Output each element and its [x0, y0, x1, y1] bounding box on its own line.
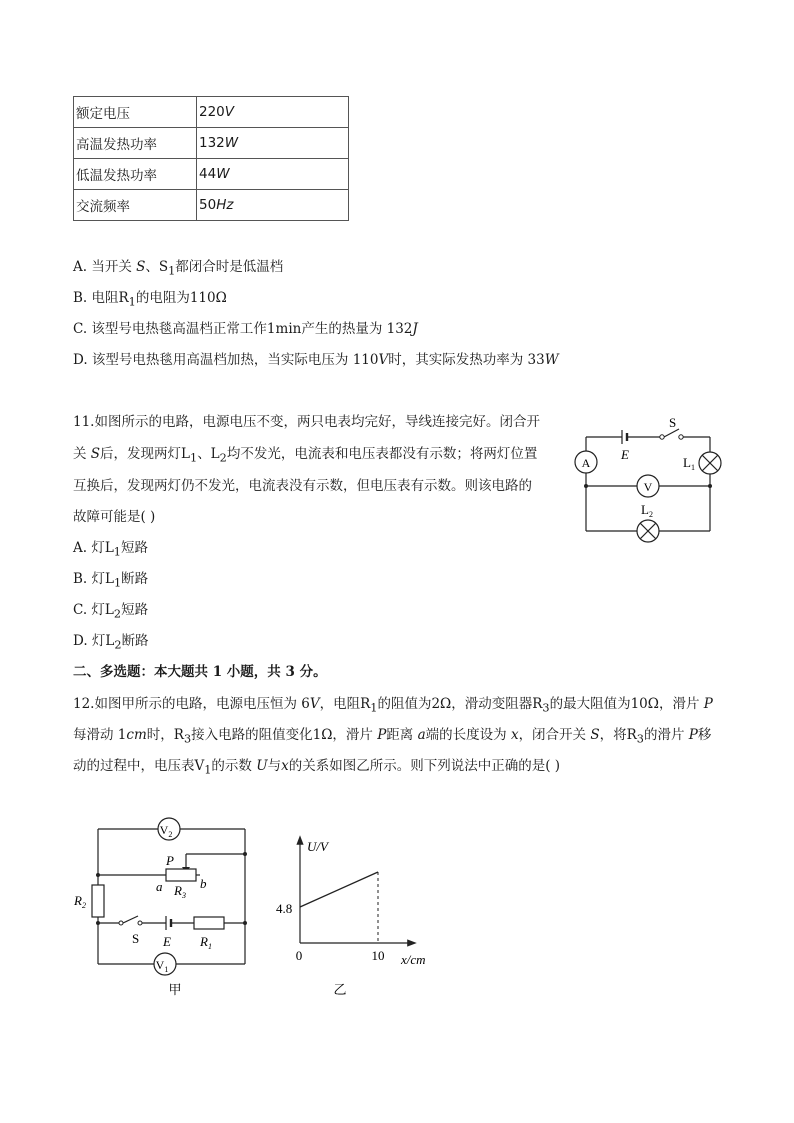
q12-line-1: 12.如图甲所示的电路，电源电压恒为 6V，电阻$R_1$的阻值为2Ω，滑动变阻器$R_3$的最大阻值为10Ω，滑片 P: [73, 696, 713, 715]
table-cell-value: 220V: [197, 97, 349, 128]
table-row: [74, 128, 349, 159]
resistor-r1-label: $R_1$: [200, 934, 212, 951]
switch-contact: [660, 435, 664, 439]
switch-label: S: [669, 415, 677, 430]
x-axis-label: x/cm: [401, 952, 426, 967]
q12-graph-yi: [270, 830, 450, 1000]
junction-dot: [708, 484, 712, 488]
voltmeter-v1-label: $V_1$: [155, 958, 169, 974]
q10-option-a: A. 当开关 S、$S_1$都闭合时是低温档: [73, 259, 284, 278]
y-axis-label: U/V: [307, 839, 328, 854]
switch-contact: [679, 435, 683, 439]
q11-option-a: A. 灯$L_1$短路: [73, 540, 148, 559]
table-cell-value: 132W: [197, 128, 349, 159]
spec-table: [73, 96, 349, 221]
q11-line-4: 故障可能是( ): [73, 509, 156, 525]
figure-caption-yi: 乙: [333, 982, 347, 997]
switch-lever: [664, 429, 679, 437]
x-tick-label-0: 0: [295, 948, 303, 963]
q11-option-c: C. 灯$L_2$短路: [73, 602, 149, 621]
q12-circuit-diagram-jia: [70, 815, 280, 1000]
y-tick-label: 4.8: [276, 901, 293, 916]
q12-line-2: 每滑动 1cm时，$R_3$接入电路的阻值变化1Ω，滑片 P距离 a端的长度设为 x，闭合开关 S，将$R_3$的滑片 P移: [73, 727, 712, 746]
q10-option-b: B. 电阻$R_1$的电阻为110Ω: [73, 290, 227, 309]
q11-line-2: 关 S后，发现两灯$L_1$、$L_2$均不发光，电流表和电压表都没有示数；将两灯位置: [73, 446, 538, 465]
q11-option-d: D. 灯$L_2$断路: [73, 633, 149, 652]
battery-label: E: [163, 934, 171, 949]
q10-option-c: C. 该型号电热毯高温档正常工作1min产生的热量为 132J: [73, 321, 418, 337]
q12-line-3: 动的过程中，电压表$V_1$的示数 U与x的关系如图乙所示。则下列说法中正确的是( ): [73, 758, 561, 777]
table-row: [74, 190, 349, 221]
junction-dot: [96, 921, 100, 925]
data-line-u-x: [300, 872, 378, 907]
table-cell-value: 44W: [197, 159, 349, 190]
table-cell-value: 50Hz: [197, 190, 349, 221]
voltmeter-v2-label: $V_2$: [159, 823, 173, 839]
q11-line-1: 11.如图所示的电路，电源电压不变，两只电表均完好，导线连接完好。闭合开: [73, 414, 540, 430]
battery-label: E: [621, 447, 629, 462]
switch-contact: [119, 921, 123, 925]
x-tick-label-10: 10: [371, 948, 385, 963]
table-cell-label: 低温发热功率: [74, 159, 197, 190]
q11-option-b: B. 灯$L_1$断路: [73, 571, 149, 590]
resistor-r2-label: $R_2$: [74, 893, 86, 910]
junction-dot: [243, 852, 247, 856]
table-cell-label: 交流频率: [74, 190, 197, 221]
table-cell-label: 额定电压: [74, 97, 197, 128]
slider-label: P: [166, 853, 174, 868]
lamp-l2-label: $L_2$: [641, 502, 653, 519]
ammeter-label: A: [581, 456, 591, 470]
end-a-label: a: [156, 879, 163, 894]
junction-dot: [243, 921, 247, 925]
switch-label: S: [132, 931, 140, 946]
table-cell-label: 高温发热功率: [74, 128, 197, 159]
voltmeter-label: V: [643, 480, 653, 494]
table-row: [74, 97, 349, 128]
q11-line-3: 互换后，发现两灯仍不发光，电流表没有示数，但电压表有示数。则该电路的: [73, 478, 532, 494]
junction-dot: [584, 484, 588, 488]
resistor-r3-label: $R_3$: [174, 883, 186, 900]
switch-contact: [138, 921, 142, 925]
junction-dot: [96, 873, 100, 877]
table-row: [74, 159, 349, 190]
section-heading: 二、多选题：本大题共 1 小题，共 3 分。: [73, 664, 327, 680]
q11-circuit-diagram: [570, 410, 730, 550]
lamp-l1-label: $L_1$: [683, 455, 695, 472]
resistor-r2: [92, 885, 104, 917]
resistor-r3: [166, 869, 196, 881]
q10-option-d: D. 该型号电热毯用高温档加热，当实际电压为 110V时，其实际发热功率为 33W: [73, 352, 559, 368]
figure-caption-jia: 甲: [168, 982, 182, 997]
end-b-label: b: [200, 876, 207, 891]
resistor-r1: [194, 917, 224, 929]
